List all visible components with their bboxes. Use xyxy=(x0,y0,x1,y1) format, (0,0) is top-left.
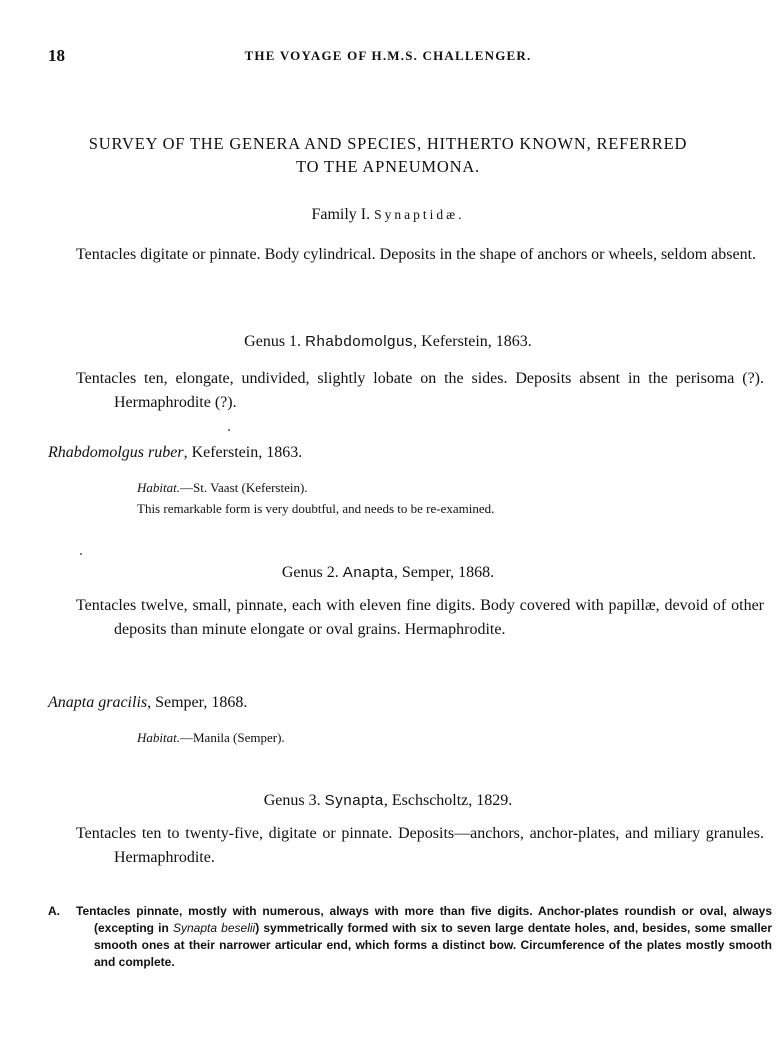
family-name: Synaptidæ. xyxy=(374,207,465,222)
habitat-text: —St. Vaast (Keferstein). xyxy=(179,480,308,495)
family-description: Tentacles digitate or pinnate. Body cylindrical. Deposits in the shape of anchors or wheels, seldom absent. xyxy=(76,246,757,263)
section-heading xyxy=(46,132,730,178)
species-2-habitat xyxy=(137,727,285,748)
section-heading-line-1: SURVEY OF THE GENERA AND SPECIES, HITHERTO KNOWN, REFERRED xyxy=(88,134,688,153)
genus-2-heading xyxy=(40,564,736,582)
key-italic-species: Synapta beselii xyxy=(172,921,256,935)
genus-2-authority: , Semper, 1868. xyxy=(393,564,495,581)
genus-3-label: Genus 3. xyxy=(263,792,321,809)
genus-2-label: Genus 2. xyxy=(281,564,339,581)
section-heading-line-2: TO THE APNEUMONA. xyxy=(296,157,480,176)
genus-1-heading xyxy=(40,333,736,351)
key-text-before: Tentacles pinnate, mostly with numerous, always with more than five digits. Anchor-plates roundish or oval, always (excepting in xyxy=(76,904,772,935)
key-label: A. xyxy=(48,904,60,918)
genus-3-description: Tentacles ten to twenty-five, digitate or pinnate. Deposits—anchors, anchor-plates, and miliary granules. Hermaphrodite. xyxy=(76,825,764,866)
habitat-label: Habitat. xyxy=(137,480,180,495)
genus-1-authority: , Keferstein, 1863. xyxy=(413,333,532,350)
genus-1-name: Rhabdomolgus xyxy=(305,333,414,350)
ink-speck xyxy=(228,429,230,431)
species-1-note: This remarkable form is very doubtful, and needs to be re-examined. xyxy=(137,501,495,516)
genus-3-authority: , Eschscholtz, 1829. xyxy=(383,792,513,809)
family-heading xyxy=(40,206,736,224)
species-2-name: Anapta gracilis xyxy=(48,694,148,711)
species-1-name: Rhabdomolgus ruber xyxy=(48,444,184,461)
genus-3-name: Synapta xyxy=(324,792,384,809)
species-1-authority: , Keferstein, 1863. xyxy=(183,444,303,461)
page-number: 18 xyxy=(48,46,65,65)
genus-1-label: Genus 1. xyxy=(244,333,302,350)
running-header xyxy=(48,46,728,68)
genus-2-name: Anapta xyxy=(342,564,394,581)
running-title: THE VOYAGE OF H.M.S. CHALLENGER. xyxy=(244,48,532,63)
species-rhabdomolgus-ruber xyxy=(48,444,302,462)
key-text-after: ) symmetrically formed with six to seven large dentate holes, and, besides, some smaller smooth ones at their narrower articular end, which forms a distinct bow. Circumference of the plates mostly smooth and complete. xyxy=(94,921,773,969)
species-2-authority: , Semper, 1868. xyxy=(147,694,248,711)
key-entry-a xyxy=(48,903,772,971)
ink-speck xyxy=(80,553,82,555)
habitat-text: —Manila (Semper). xyxy=(179,730,285,745)
species-anapta-gracilis xyxy=(48,694,247,712)
genus-2-description: Tentacles twelve, small, pinnate, each with eleven fine digits. Body covered with papillæ, devoid of other deposits than minute elongate or oval grains. Hermaphrodite. xyxy=(76,597,764,638)
habitat-label: Habitat. xyxy=(137,730,180,745)
genus-3-heading xyxy=(40,792,736,810)
genus-1-description: Tentacles ten, elongate, undivided, slightly lobate on the sides. Deposits absent in the perisoma (?). Hermaphrodite (?). xyxy=(76,370,764,411)
family-label: Family I. xyxy=(311,206,371,223)
species-1-habitat xyxy=(137,477,494,519)
